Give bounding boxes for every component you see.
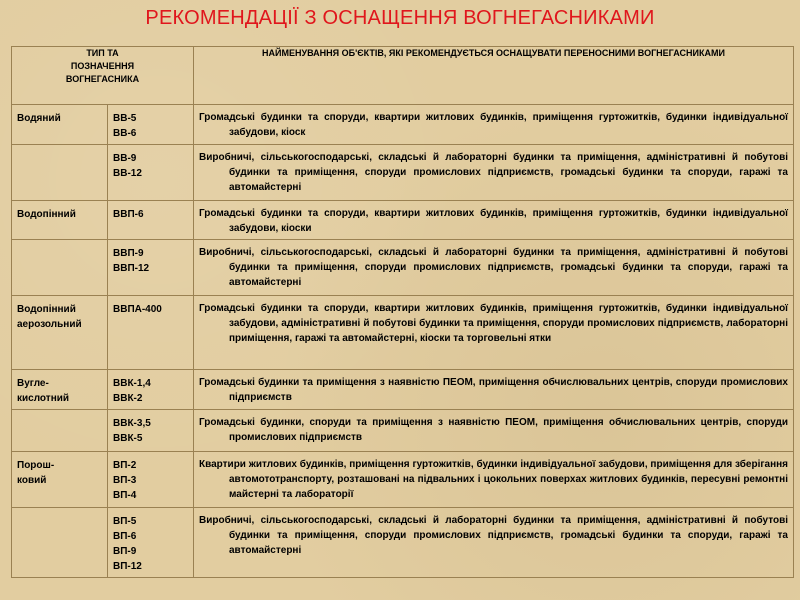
extinguisher-code: ВП-5 <box>113 516 137 527</box>
extinguisher-code: ВВК-5 <box>113 433 143 444</box>
objects-description-cell <box>194 240 794 296</box>
extinguisher-code: ВВК-1,4 <box>113 378 151 389</box>
objects-description-text: Виробничі, сільськогосподарські, складські й лабораторні будинки та приміщення, адміністративні й побутові будинки та приміщення, споруди промислових підприємств, громадські будинки та споруди, гаражі та автомайстерні <box>199 152 788 193</box>
extinguisher-type-cell <box>12 105 108 145</box>
extinguisher-code-cell <box>108 105 194 145</box>
extinguisher-type-cell <box>12 296 108 370</box>
header-type-cell <box>12 47 194 105</box>
header-desc-cell: НАЙМЕНУВАННЯ ОБ'ЄКТІВ, ЯКІ РЕКОМЕНДУЄТЬСЯ ОСНАЩУВАТИ ПЕРЕНОСНИМИ ВОГНЕГАСНИКАМИ <box>194 47 794 105</box>
objects-description-cell <box>194 370 794 410</box>
extinguisher-code: ВВК-3,5 <box>113 418 151 429</box>
extinguisher-type-label: кислотний <box>17 393 70 404</box>
extinguisher-code: ВВ-9 <box>113 153 137 164</box>
extinguisher-code-cell <box>108 296 194 370</box>
header-type-line: ПОЗНАЧЕННЯ <box>70 61 135 71</box>
objects-description-cell <box>194 452 794 508</box>
objects-description-cell <box>194 201 794 240</box>
extinguisher-type-label: аерозольний <box>17 319 82 330</box>
objects-description-cell <box>194 145 794 201</box>
objects-description-cell <box>194 105 794 145</box>
extinguisher-code-cell <box>108 452 194 508</box>
objects-description-text: Громадські будинки та споруди, квартири житлових будинків, приміщення гуртожитків, будинки індивідуальної забудови, адміністративні й побутові будинки та приміщення, споруди промислових підприємств, лабораторні приміщення, гаражі та автомайстерні, кіоски та торговельні ятки <box>199 303 788 344</box>
objects-description-text: Виробничі, сільськогосподарські, складські й лабораторні будинки та приміщення, адміністративні й побутові будинки та приміщення, споруди промислових підприємств, громадські будинки та споруди, гаражі та автомайстерні <box>199 247 788 288</box>
objects-description-text: Громадські будинки та споруди, квартири житлових будинків, приміщення гуртожитків, будинки індивідуальної забудови, кіоски <box>199 208 788 234</box>
objects-description-text: Квартири житлових будинків, приміщення гуртожитків, будинки індивідуальної забудови, приміщення для зберігання автомототранспорту, розташовані на підвальних і цокольних поверхах житлових будинків, пересувні ремонтні майстерні та лабораторії <box>199 459 788 500</box>
extinguisher-code: ВВ-5 <box>113 113 137 124</box>
extinguisher-type-cell <box>12 508 108 578</box>
extinguisher-code-cell <box>108 508 194 578</box>
table-row <box>12 508 794 578</box>
extinguisher-code-cell <box>108 240 194 296</box>
extinguisher-type-cell <box>12 370 108 410</box>
objects-description-text: Громадські будинки та приміщення з наявністю ПЕОМ, приміщення обчислювальних центрів, споруди промислових підприємств <box>199 377 788 403</box>
extinguisher-code: ВП-2 <box>113 460 137 471</box>
objects-description-cell <box>194 410 794 452</box>
extinguisher-code-cell <box>108 410 194 452</box>
table-header-row <box>12 47 794 105</box>
page-title: РЕКОМЕНДАЦІЇ З ОСНАЩЕННЯ ВОГНЕГАСНИКАМИ <box>145 7 655 29</box>
extinguisher-type-label: Водопінний <box>17 304 76 315</box>
table-row <box>12 410 794 452</box>
extinguisher-type-cell <box>12 410 108 452</box>
extinguisher-code: ВВП-12 <box>113 263 150 274</box>
header-type-line: ТИП ТА <box>86 48 119 58</box>
extinguisher-code: ВП-4 <box>113 490 137 501</box>
table-row <box>12 201 794 240</box>
objects-description-cell <box>194 508 794 578</box>
extinguisher-type-cell <box>12 201 108 240</box>
extinguisher-code: ВП-9 <box>113 546 137 557</box>
extinguisher-code: ВВ-12 <box>113 168 142 179</box>
extinguisher-type-label: Порош- <box>17 460 55 471</box>
table-row <box>12 240 794 296</box>
extinguisher-code: ВП-6 <box>113 531 137 542</box>
objects-description-text: Громадські будинки, споруди та приміщення з наявністю ПЕОМ, приміщення обчислювальних центрів, споруди промислових підприємств <box>199 417 788 443</box>
extinguisher-code-cell <box>108 201 194 240</box>
objects-description-text: Громадські будинки та споруди, квартири житлових будинків, приміщення гуртожитків, будинки індивідуальної забудови, кіоск <box>199 112 788 138</box>
extinguisher-type-cell <box>12 145 108 201</box>
extinguisher-type-label: Вугле- <box>17 378 49 389</box>
extinguisher-code: ВВ-6 <box>113 128 137 139</box>
table-row <box>12 452 794 508</box>
table-row <box>12 296 794 370</box>
extinguisher-code: ВП-12 <box>113 561 142 572</box>
extinguisher-code: ВВПА-400 <box>113 304 162 315</box>
objects-description-text: Виробничі, сільськогосподарські, складські й лабораторні будинки та приміщення, адміністративні й побутові будинки та приміщення, споруди промислових підприємств, громадські будинки та споруди, гаражі та автомайстерні <box>199 515 788 556</box>
table-row <box>12 105 794 145</box>
extinguisher-type-label: Водопінний <box>17 209 76 220</box>
extinguisher-type-label: Водяний <box>17 113 61 124</box>
extinguisher-code: ВВК-2 <box>113 393 143 404</box>
extinguisher-table <box>11 46 794 578</box>
table-row <box>12 145 794 201</box>
table-row <box>12 370 794 410</box>
extinguisher-code: ВП-3 <box>113 475 137 486</box>
extinguisher-code-cell <box>108 370 194 410</box>
objects-description-cell <box>194 296 794 370</box>
extinguisher-code: ВВП-9 <box>113 248 144 259</box>
extinguisher-type-label: ковий <box>17 475 47 486</box>
header-type-line: ВОГНЕГАСНИКА <box>65 74 140 84</box>
extinguisher-code: ВВП-6 <box>113 209 144 220</box>
extinguisher-type-cell <box>12 240 108 296</box>
extinguisher-code-cell <box>108 145 194 201</box>
extinguisher-type-cell <box>12 452 108 508</box>
